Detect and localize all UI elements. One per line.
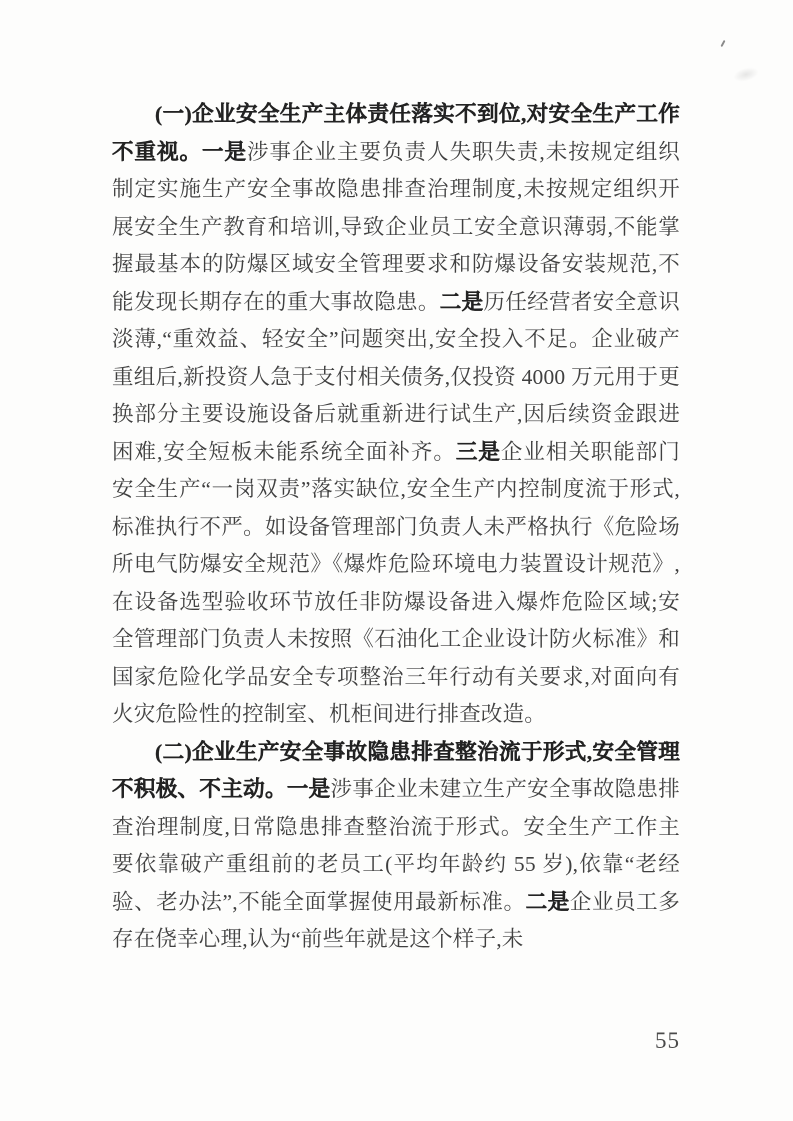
section-1-point-2-marker: 二是 xyxy=(439,289,484,314)
section-1-point-2-text: 历任经营者安全意识淡薄,“重效益、轻安全”问题突出,安全投入不足。企业破产重组后,新投资人急于支付相关债务,仅投资 4000 万元用于更换部分主要设施设备后就重新进行试生产,因后续资金跟进困难,安全短板未能系统全面补齐。 xyxy=(112,289,680,464)
scan-speck-artifact xyxy=(720,40,725,47)
section-2-point-1-marker: 一是 xyxy=(286,777,331,801)
section-1-point-1-text: 涉事企业主要负责人失职失责,未按规定组织制定实施生产安全事故隐患排查治理制度,未按规定组织开展安全生产教育和培训,导致企业员工安全意识薄弱,不能掌握最基本的防爆区域安全管理要求和防爆设备安装规范,不能发现长期存在的重大事故隐患。 xyxy=(112,139,680,314)
section-2-heading: (二)企业生产安全事故隐患排查整治流于形式,安全管理不积极、不主动。 xyxy=(112,739,680,801)
section-1-point-1-marker: 一是 xyxy=(201,139,247,164)
paragraph-section-2 xyxy=(112,734,680,959)
page-number: 55 xyxy=(655,1028,680,1053)
section-2-point-1-text: 涉事企业未建立生产安全事故隐患排查治理制度,日常隐患排查整治流于形式。安全生产工作主要依靠破产重组前的老员工(平均年龄约 55 岁),依靠“老经验、老办法”,不能全面掌握使用最新标准。 xyxy=(112,777,680,914)
section-2-point-2-text: 企业员工多存在侥幸心理,认为“前些年就是这个样子,未 xyxy=(112,889,680,951)
section-1-point-3-marker: 三是 xyxy=(455,439,501,464)
document-body xyxy=(112,96,680,959)
section-1-point-3-text: 企业相关职能部门安全生产“一岗双责”落实缺位,安全生产内控制度流于形式,标准执行不严。如设备管理部门负责人未严格执行《危险场所电气防爆安全规范》《爆炸危险环境电力装置设计规范》,在设备选型验收环节放任非防爆设备进入爆炸危险区域;安全管理部门负责人未按照《石油化工企业设计防火标准》和国家危险化学品安全专项整治三年行动有关要求,对面向有火灾危险性的控制室、机柜间进行排查改造。 xyxy=(112,439,681,726)
scan-smudge-artifact xyxy=(732,65,760,84)
section-1-heading: (一)企业安全生产主体责任落实不到位,对安全生产工作不重视。 xyxy=(112,102,680,164)
section-2-point-2-marker: 二是 xyxy=(525,889,570,914)
paragraph-section-1 xyxy=(112,96,680,734)
